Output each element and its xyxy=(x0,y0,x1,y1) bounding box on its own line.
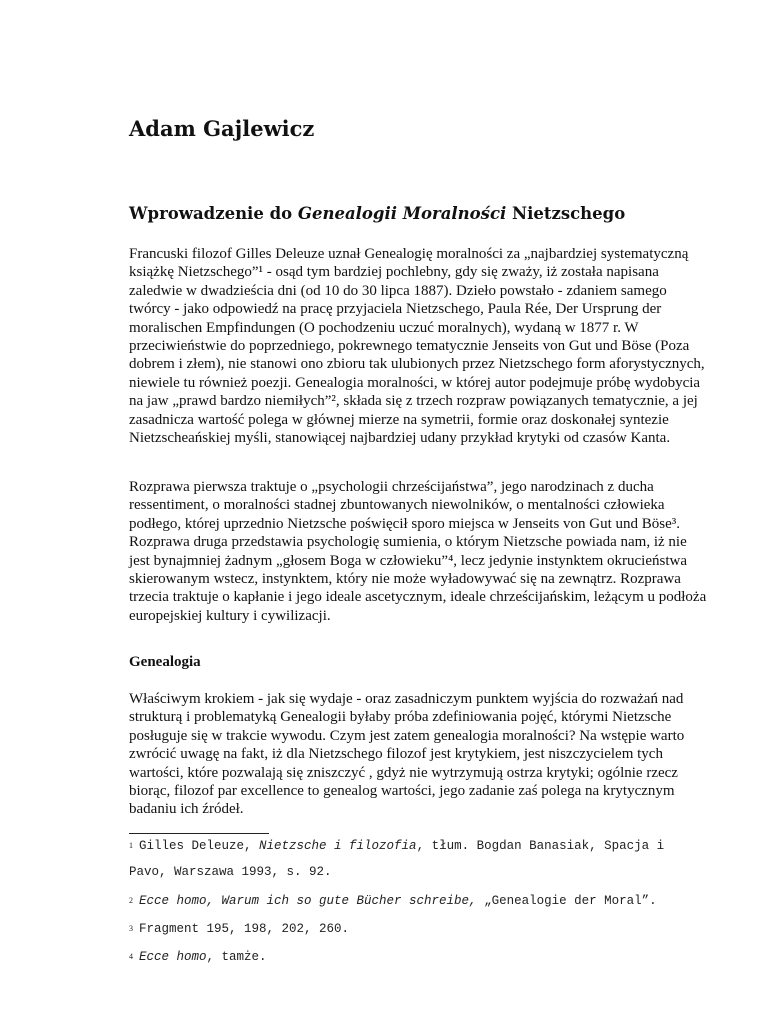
footnote-1-pre: Gilles Deleuze, xyxy=(139,839,260,853)
footnote-1-italic: Nietzsche i filozofia xyxy=(259,839,417,853)
author-name: Adam Gajlewicz xyxy=(129,116,315,141)
footnote-1 xyxy=(129,833,709,885)
title-italic: Genealogii Moralności xyxy=(297,204,507,223)
paragraph-1-text: Francuski filozof Gilles Deleuze uznał Genealogię moralności za „najbardziej systematyczną książkę Nietzschego”¹ - osąd tym bardziej pochlebny, gdy się zważy, iż została napisana zaledwie w dwadzieścia dni (od 10 do 30 lipca 1887). Dzieło powstało - zdaniem samego twórcy - jako odpowiedź na pracę przyjaciela Nietzschego, Paula Rée, Der Ursprung der moralischen Empfindungen (O pochodzeniu uczuć moralnych), wydaną w 1877 r. W przeciwieństwie do poprzedniego, pokrewnego tematycznie Jenseits von Gut und Böse (Poza dobrem i złem), nie stanowi ono zbioru tak ulubionych przez Nietzschego form aforystycznych, niewiele tu również poezji. Genealogia moralności, w której autor podejmuje próbę wydobycia na jaw „prawd bardzo niemiłych”², składa się z trzech rozpraw powiązanych tematycznie, a jej zasadnicza wartość polega w głównej mierze na symetrii, formie oraz doskonałej syntezie Nietzscheańskiej myśli, stanowiącej najbardziej udany przykład krytyki od czasów Kanta. xyxy=(129,246,705,447)
footnote-1-number: 1 xyxy=(129,841,133,850)
paragraph-2 xyxy=(129,478,709,625)
title-suffix: Nietzschego xyxy=(506,204,626,223)
footnote-4 xyxy=(129,944,709,970)
paragraph-1 xyxy=(129,245,709,447)
title-prefix: Wprowadzenie do xyxy=(129,204,298,223)
paragraph-3 xyxy=(129,690,709,819)
footnote-2-number: 2 xyxy=(129,896,133,905)
footnote-4-number: 4 xyxy=(129,952,133,961)
footnote-2-post: „Genealogie der Moral”. xyxy=(476,894,657,908)
footnote-4-italic: Ecce homo xyxy=(139,950,207,964)
footnote-3-number: 3 xyxy=(129,924,133,933)
paragraph-2-text: Rozprawa pierwsza traktuje o „psychologii chrześcijaństwa”, jego narodzinach z ducha ressentiment, o moralności stadnej zbuntowanych niewolników, o mentalności człowieka podłego, której uprzednio Nietzsche poświęcił sporo miejsca w Jenseits von Gut und Böse³. Rozprawa druga przedstawia psychologię sumienia, o którym Nietzsche powiada nam, iż nie jest bynajmniej żadnym „głosem Boga w człowieku”⁴, lecz jedynie instynktem okrucieństwa skierowanym wstecz, instynktem, który nie może wyładowywać się na zewnątrz. Rozprawa trzecia traktuje o kapłanie i jego ideale ascetycznym, ideale chrześcijańskim, leżącym u podłoża europejskiej kultury i cywilizacji. xyxy=(129,479,707,624)
footnote-2 xyxy=(129,888,709,914)
footnote-4-post: , tamże. xyxy=(206,950,267,964)
footnote-1-post: , tłum. Bogdan Banasiak, Spacja i Pavo, Warszawa 1993, s. 92. xyxy=(129,839,665,879)
footnote-3 xyxy=(129,916,709,942)
document-title xyxy=(129,204,625,223)
footnote-2-italic: Ecce homo, Warum ich so gute Bücher schreibe, xyxy=(139,894,477,908)
section-heading: Genealogia xyxy=(129,654,201,670)
footnote-3-pre: Fragment 195, 198, 202, 260. xyxy=(139,922,350,936)
paragraph-3-text: Właściwym krokiem - jak się wydaje - oraz zasadniczym punktem wyjścia do rozważań nad strukturą i problematyką Genealogii byłaby próba zdefiniowania pojęć, którymi Nietzsche posługuje się w trakcie wywodu. Czym jest zatem genealogia moralności? Na wstępie warto zwrócić uwagę na fakt, iż dla Nietzschego filozof jest krytykiem, jest niszczycielem tych wartości, które pozwalają się zniszczyć , gdyż nie wytrzymują ostrza krytyki; ogólnie rzecz biorąc, filozof par excellence to genealog wartości, jego zadanie zaś polega na krytycznym badaniu ich źródeł. xyxy=(129,691,685,818)
